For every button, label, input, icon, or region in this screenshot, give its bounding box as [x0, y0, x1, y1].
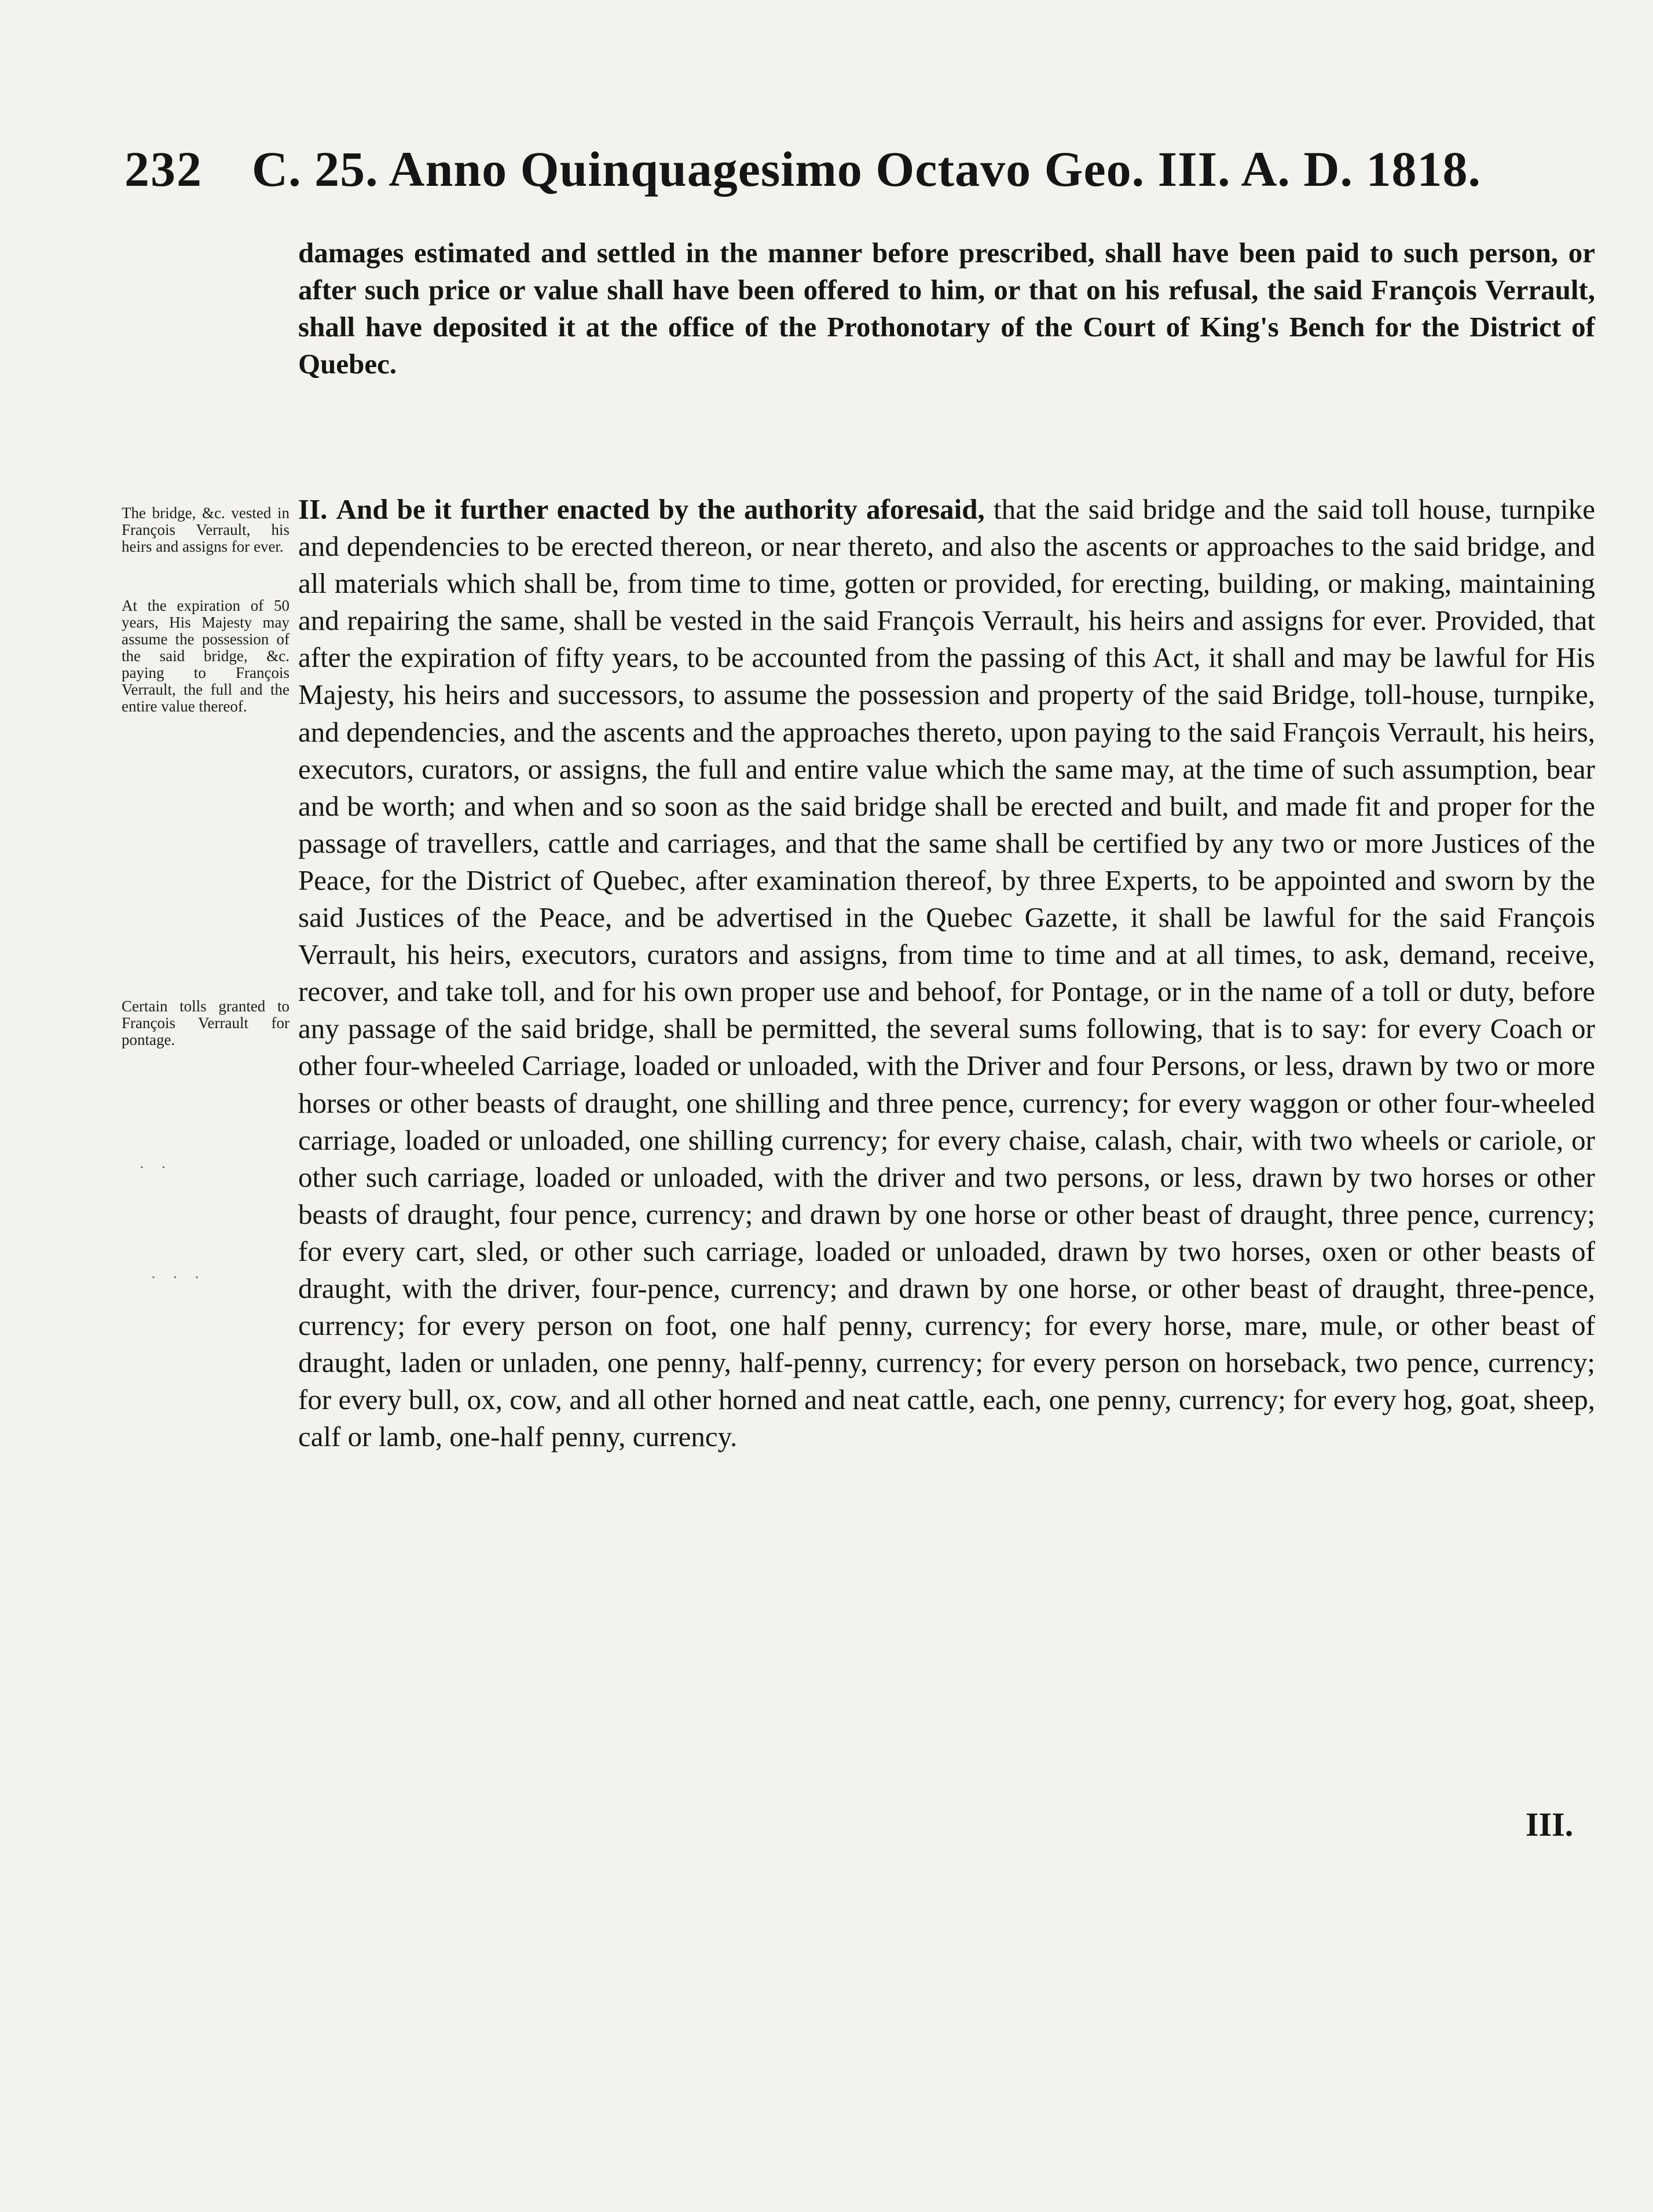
- page-number: 232: [124, 141, 203, 197]
- marginal-note-expiration: At the expiration of 50 years, His Majesty may assume the possession of the said bridge, &c. paying to François Verrault, the full and the entire value thereof.: [122, 597, 289, 715]
- section-two-paragraph: [298, 491, 1595, 1455]
- section-lead-in: And be it further enacted by the authority aforesaid,: [336, 493, 985, 525]
- print-artifact: · · ·: [151, 1268, 206, 1287]
- running-head: C. 25. Anno Quinquagesimo Octavo Geo. III. A. D. 1818.: [252, 141, 1482, 197]
- section-number: II.: [298, 493, 328, 525]
- marginal-note-bridge-vested: The bridge, &c. vested in François Verrault, his heirs and assigns for ever.: [122, 504, 289, 555]
- section-body-text: that the said bridge and the said toll house, turnpike and dependencies to be erected thereon, or near thereto, and also the ascents or approaches to the said bridge, and all materials which shall be, from time to time, gotten or provided, for erecting, building, or making, maintaining and repairing the same, shall be vested in the said François Verrault, his heirs and assigns for ever. Provided, that after the expiration of fifty years, to be accounted from the passing of this Act, it shall and may be lawful for His Majesty, his heirs and successors, to assume the possession and property of the said Bridge, toll-house, turnpike, and dependencies, and the ascents and the approaches thereto, upon paying to the said François Verrault, his heirs, executors, curators, or assigns, the full and entire value which the same may, at the time of such assumption, bear and be worth; and when and so soon as the said bridge shall be erected and built, and made fit and proper for the passage of travellers, cattle and carriages, and that the same shall be certified by any two or more Justices of the Peace, for the District of Quebec, after examination thereof, by three Experts, to be appointed and sworn by the said Justices of the Peace, and be advertised in the Quebec Gazette, it shall be lawful for the said François Verrault, his heirs, executors, curators and assigns, from time to time and at all times, to ask, demand, receive, recover, and take toll, and for his own proper use and behoof, for Pontage, or in the name of a toll or duty, before any passage of the said bridge, shall be permitted, the several sums following, that is to say: for every Coach or other four-wheeled Carriage, loaded or unloaded, with the Driver and four Persons, or less, drawn by two or more horses or other beasts of draught, one shilling and three pence, currency; for every waggon or other four-wheeled carriage, loaded or unloaded, one shilling currency; for every chaise, calash, chair, with two wheels or cariole, or other such carriage, loaded or unloaded, with the driver and two persons, or less, drawn by two horses or other beasts of draught, four pence, currency; and drawn by one horse or other beast of draught, three pence, currency; for every cart, sled, or other such carriage, loaded or unloaded, drawn by two horses, oxen or other beasts of draught, with the driver, four-pence, currency; and drawn by one horse, or other beast of draught, three-pence, currency; for every person on foot, one half penny, currency; for every horse, mare, mule, or other beast of draught, laden or unladen, one penny, half-penny, currency; for every person on horseback, two pence, currency; for every bull, ox, cow, and all other horned and neat cattle, each, one penny, currency; for every hog, goat, sheep, calf or lamb, one-half penny, currency.: [298, 493, 1595, 1453]
- continuation-paragraph: damages estimated and settled in the manner before prescribed, shall have been paid to such person, or after such price or value shall have been offered to him, or that on his refusal, the said François Verrault, shall have deposited it at the office of the Prothonotary of the Court of King's Bench for the District of Quebec.: [298, 237, 1595, 380]
- marginal-note-tolls: Certain tolls granted to François Verrault for pontage.: [122, 997, 289, 1048]
- print-artifact: · ·: [139, 1158, 173, 1177]
- catchword: III.: [1526, 1806, 1574, 1843]
